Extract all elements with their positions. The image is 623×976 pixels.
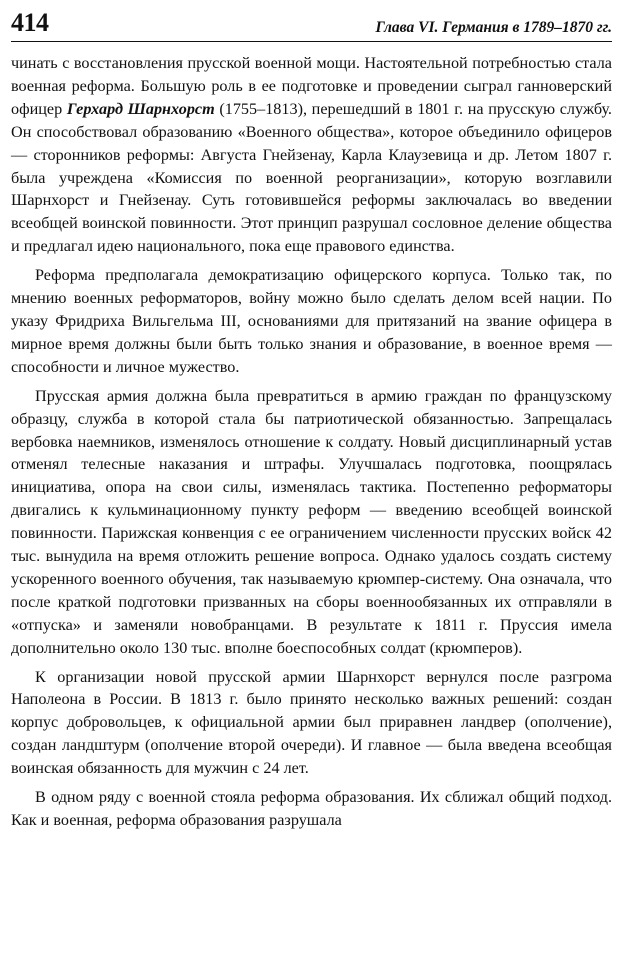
page-number: 414 <box>11 8 49 37</box>
paragraph <box>11 52 612 258</box>
paragraph: Реформа предполагала демократизацию офицерского корпуса. Только так, по мнению военных реформаторов, войну можно было сделать делом всей нации. По указу Фридриха Вильгельма III, основаниями для притязаний на звание офицера в мирное время должны были быть только знания и образование, в военное время — способности и личное мужество. <box>11 266 612 376</box>
body-text <box>11 52 612 832</box>
emphasized-name: Герхард Шарнхорст <box>66 99 215 118</box>
page-header <box>11 0 612 42</box>
paragraph-text: (1755–1813), перешедший в 1801 г. на прусскую службу. Он способствовал образованию «Военного общества», которое объединило офицеров — сторонников реформы: Августа Гнейзенау, Карла Клаузевица и др. Летом 1807 г. была учреждена «Комиссия по военной реорганизации», которую возглавили Шарнхорст и Гнейзенау. Суть готовившейся реформы заключалась во введении всеобщей воинской повинности. Этот принцип разрушал сословное деление общества и предлагал идею национального, пока еще правового единства. <box>11 99 612 256</box>
running-head: Глава VI. Германия в 1789–1870 гг. <box>375 18 612 36</box>
paragraph-text: чинать с восстановления прусской военной мощи. Настоятельной потребностью стала военная реформа. Большую роль в ее подготовке и проведении сыграл ганноверский офицер <box>11 54 612 118</box>
paragraph: Прусская армия должна была превратиться в армию граждан по французскому образцу, служба в которой стала бы патриотической обязанностью. Запрещалась вербовка наемников, изменялось отношение к солдату. Новый дисциплинарный устав отменял телесные наказания и штрафы. Улучшалась подготовка, поощрялась инициатива, опора на свои силы, изменялась тактика. Постепенно реформаторы двигались к кульминационному пункту реформ — введению всеобщей воинской повинности. Парижская конвенция с ее ограничением численности прусских войск 42 тыс. вынудила на время отложить решение вопроса. Однако удалось создать систему ускоренного военного обучения, так называемую крюмпер-систему. Она означала, что после краткой подготовки призванных на сборы военнообязанных их отправляли в «отпуска» и заменяли новобранцами. В результате к 1811 г. Пруссия имела дополнительно около 130 тыс. вполне боеспособных солдат (крюмперов). <box>11 386 612 657</box>
paragraph: В одном ряду с военной стояла реформа образования. Их сближал общий подход. Как и военная, реформа образования разрушала <box>11 788 612 829</box>
paragraph: К организации новой прусской армии Шарнхорст вернулся после разгрома Наполеона в России. В 1813 г. было принято несколько важных решений: создан корпус добровольцев, к официальной армии был приравнен ландвер (ополчение), создан ландштурм (ополчение второй очереди). И главное — была введена всеобщая воинская обязанность для мужчин с 24 лет. <box>11 667 612 778</box>
